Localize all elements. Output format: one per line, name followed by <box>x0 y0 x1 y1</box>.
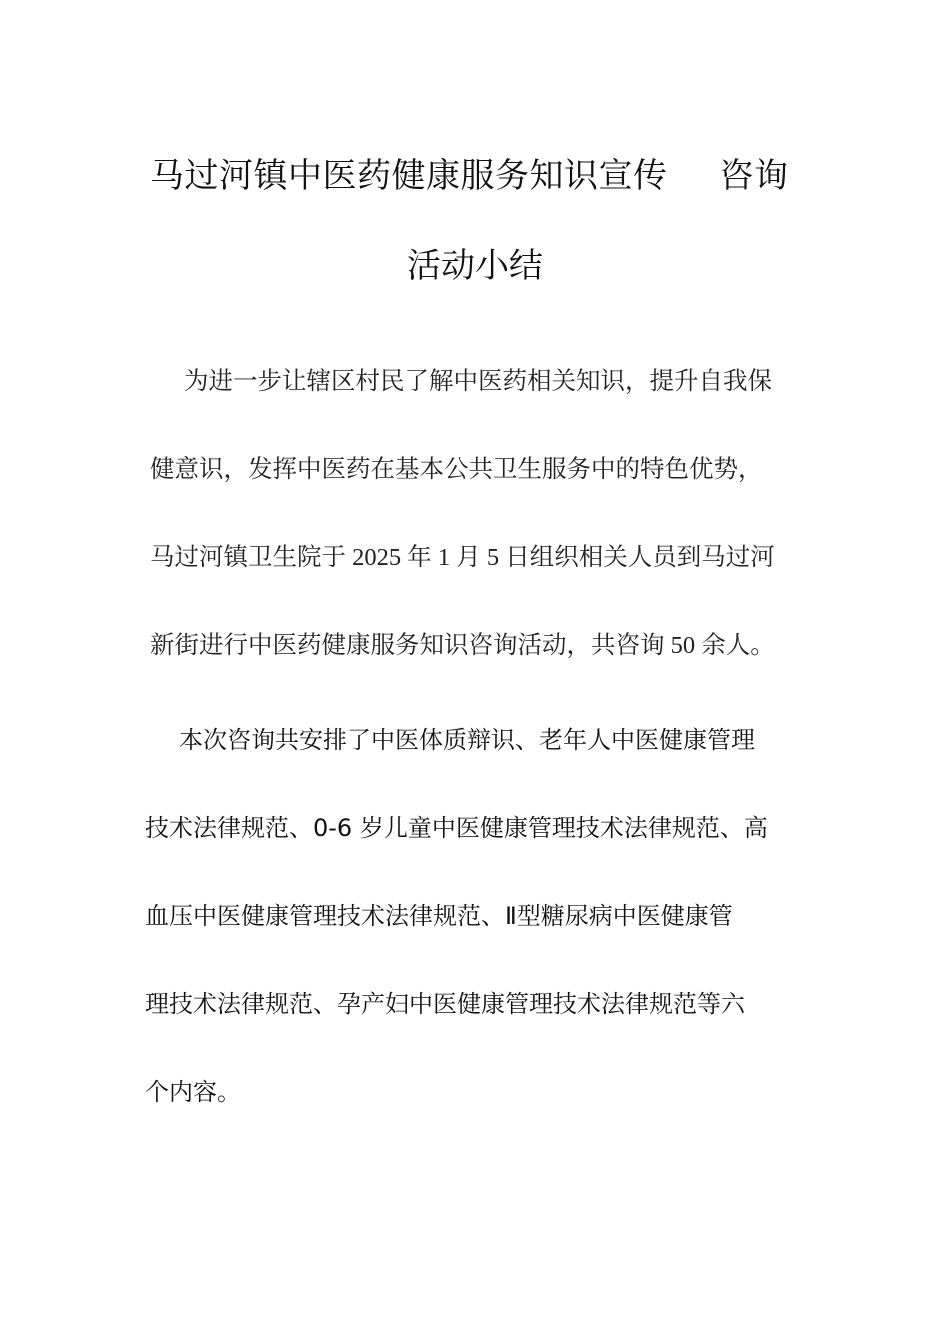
paragraph-line: 健意识，发挥中医药在基本公共卫生服务中的特色优势， <box>150 456 763 483</box>
paragraph-line-text: 为进一步让辖区村民了解中医药相关知识，提升自我保 <box>184 368 772 395</box>
paragraph-line: 个内容。 <box>145 1078 241 1106</box>
paragraph-line: 血压中医健康管理技术法律规范、Ⅱ型糖尿病中医健康管 <box>145 902 733 930</box>
paragraph-line-text: 本次咨询共安排了中医体质辩识、老年人中医健康管理 <box>179 726 755 754</box>
paragraph-content <box>145 696 815 1136</box>
paragraph-line: 马过河镇卫生院于 2025 年 1 月 5 日组织相关人员到马过河 <box>150 544 775 571</box>
document-title-line-2: 活动小结 <box>407 246 543 286</box>
paragraph-line: 新街进行中医药健康服务知识咨询活动，共咨询 50 余人。 <box>150 632 775 659</box>
paragraph-line: 技术法律规范、0-6 岁儿童中医健康管理技术法律规范、高 <box>145 814 768 842</box>
paragraph-line <box>145 696 815 784</box>
paragraph-line <box>150 338 810 426</box>
title-part-a: 马过河镇中医药健康服务知识宣传 <box>150 156 668 196</box>
paragraph-intro <box>150 338 810 690</box>
document-title-line-1 <box>0 148 950 197</box>
title-part-b: 咨询 <box>719 156 789 196</box>
paragraph-line: 理技术法律规范、孕产妇中医健康管理技术法律规范等六 <box>145 990 745 1018</box>
